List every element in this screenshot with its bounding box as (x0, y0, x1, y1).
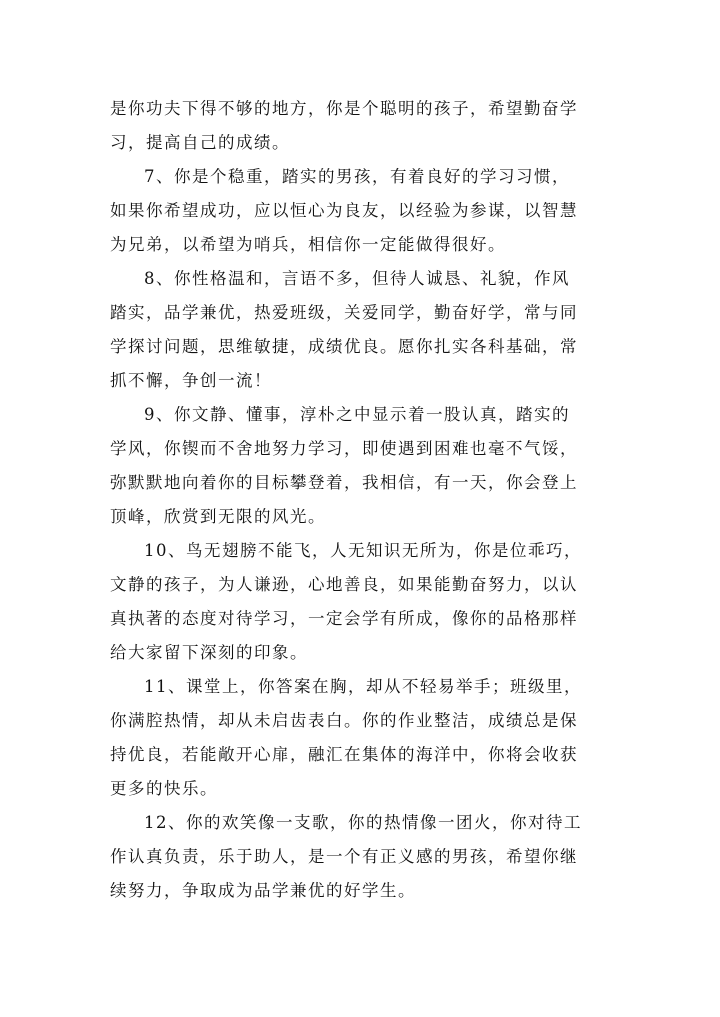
paragraph-comment-7 (110, 160, 616, 262)
paragraph-continuation (110, 92, 616, 160)
text-line: 学探讨问题，思维敏捷，成绩优良。愿你扎实各科基础，常 (110, 337, 578, 356)
text-line: 如果你希望成功，应以恒心为良友，以经验为参谋，以智慧 (110, 201, 578, 220)
text-line: 抓不懈，争创一流！ (110, 371, 272, 390)
text-line: 学风，你锲而不舍地努力学习，即使遇到困难也毫不气馁， (110, 439, 578, 458)
text-line: 真执著的态度对待学习，一定会学有所成，像你的品格那样 (110, 609, 578, 628)
text-line: 9、你文静、懂事，淳朴之中显示着一股认真，踏实的 (144, 405, 570, 424)
paragraph-comment-12 (110, 806, 616, 908)
text-line: 12、你的欢笑像一支歌，你的热情像一团火，你对待工 (144, 813, 582, 832)
text-line: 文静的孩子，为人谦逊，心地善良，如果能勤奋努力，以认 (110, 575, 578, 594)
text-line: 续努力，争取成为品学兼优的好学生。 (110, 881, 416, 900)
text-line: 7、你是个稳重，踏实的男孩，有着良好的学习习惯， (144, 167, 570, 186)
text-line: 你满腔热情，却从未启齿表白。你的作业整洁，成绩总是保 (110, 711, 578, 730)
text-line: 10、鸟无翅膀不能飞，人无知识无所为，你是位乖巧， (144, 541, 582, 560)
text-line: 弥默默地向着你的目标攀登着，我相信，有一天，你会登上 (110, 473, 578, 492)
text-line: 为兄弟，以希望为哨兵，相信你一定能做得很好。 (110, 235, 506, 254)
text-line: 持优良，若能敞开心扉，融汇在集体的海洋中，你将会收获 (110, 745, 578, 764)
text-line: 习，提高自己的成绩。 (110, 133, 290, 152)
paragraph-comment-11 (110, 670, 616, 806)
text-line: 顶峰，欣赏到无限的风光。 (110, 507, 326, 526)
paragraph-comment-10 (110, 534, 616, 670)
text-line: 作认真负责，乐于助人，是一个有正义感的男孩，希望你继 (110, 847, 578, 866)
document-body (110, 92, 616, 908)
paragraph-comment-9 (110, 398, 616, 534)
text-line: 11、课堂上，你答案在胸，却从不轻易举手；班级里， (144, 677, 582, 696)
text-line: 8、你性格温和，言语不多，但待人诚恳、礼貌，作风 (144, 269, 570, 288)
text-line: 踏实，品学兼优，热爱班级，关爱同学，勤奋好学，常与同 (110, 303, 578, 322)
text-line: 给大家留下深刻的印象。 (110, 643, 308, 662)
paragraph-comment-8 (110, 262, 616, 398)
text-line: 是你功夫下得不够的地方，你是个聪明的孩子，希望勤奋学 (110, 99, 578, 118)
text-line: 更多的快乐。 (110, 779, 218, 798)
